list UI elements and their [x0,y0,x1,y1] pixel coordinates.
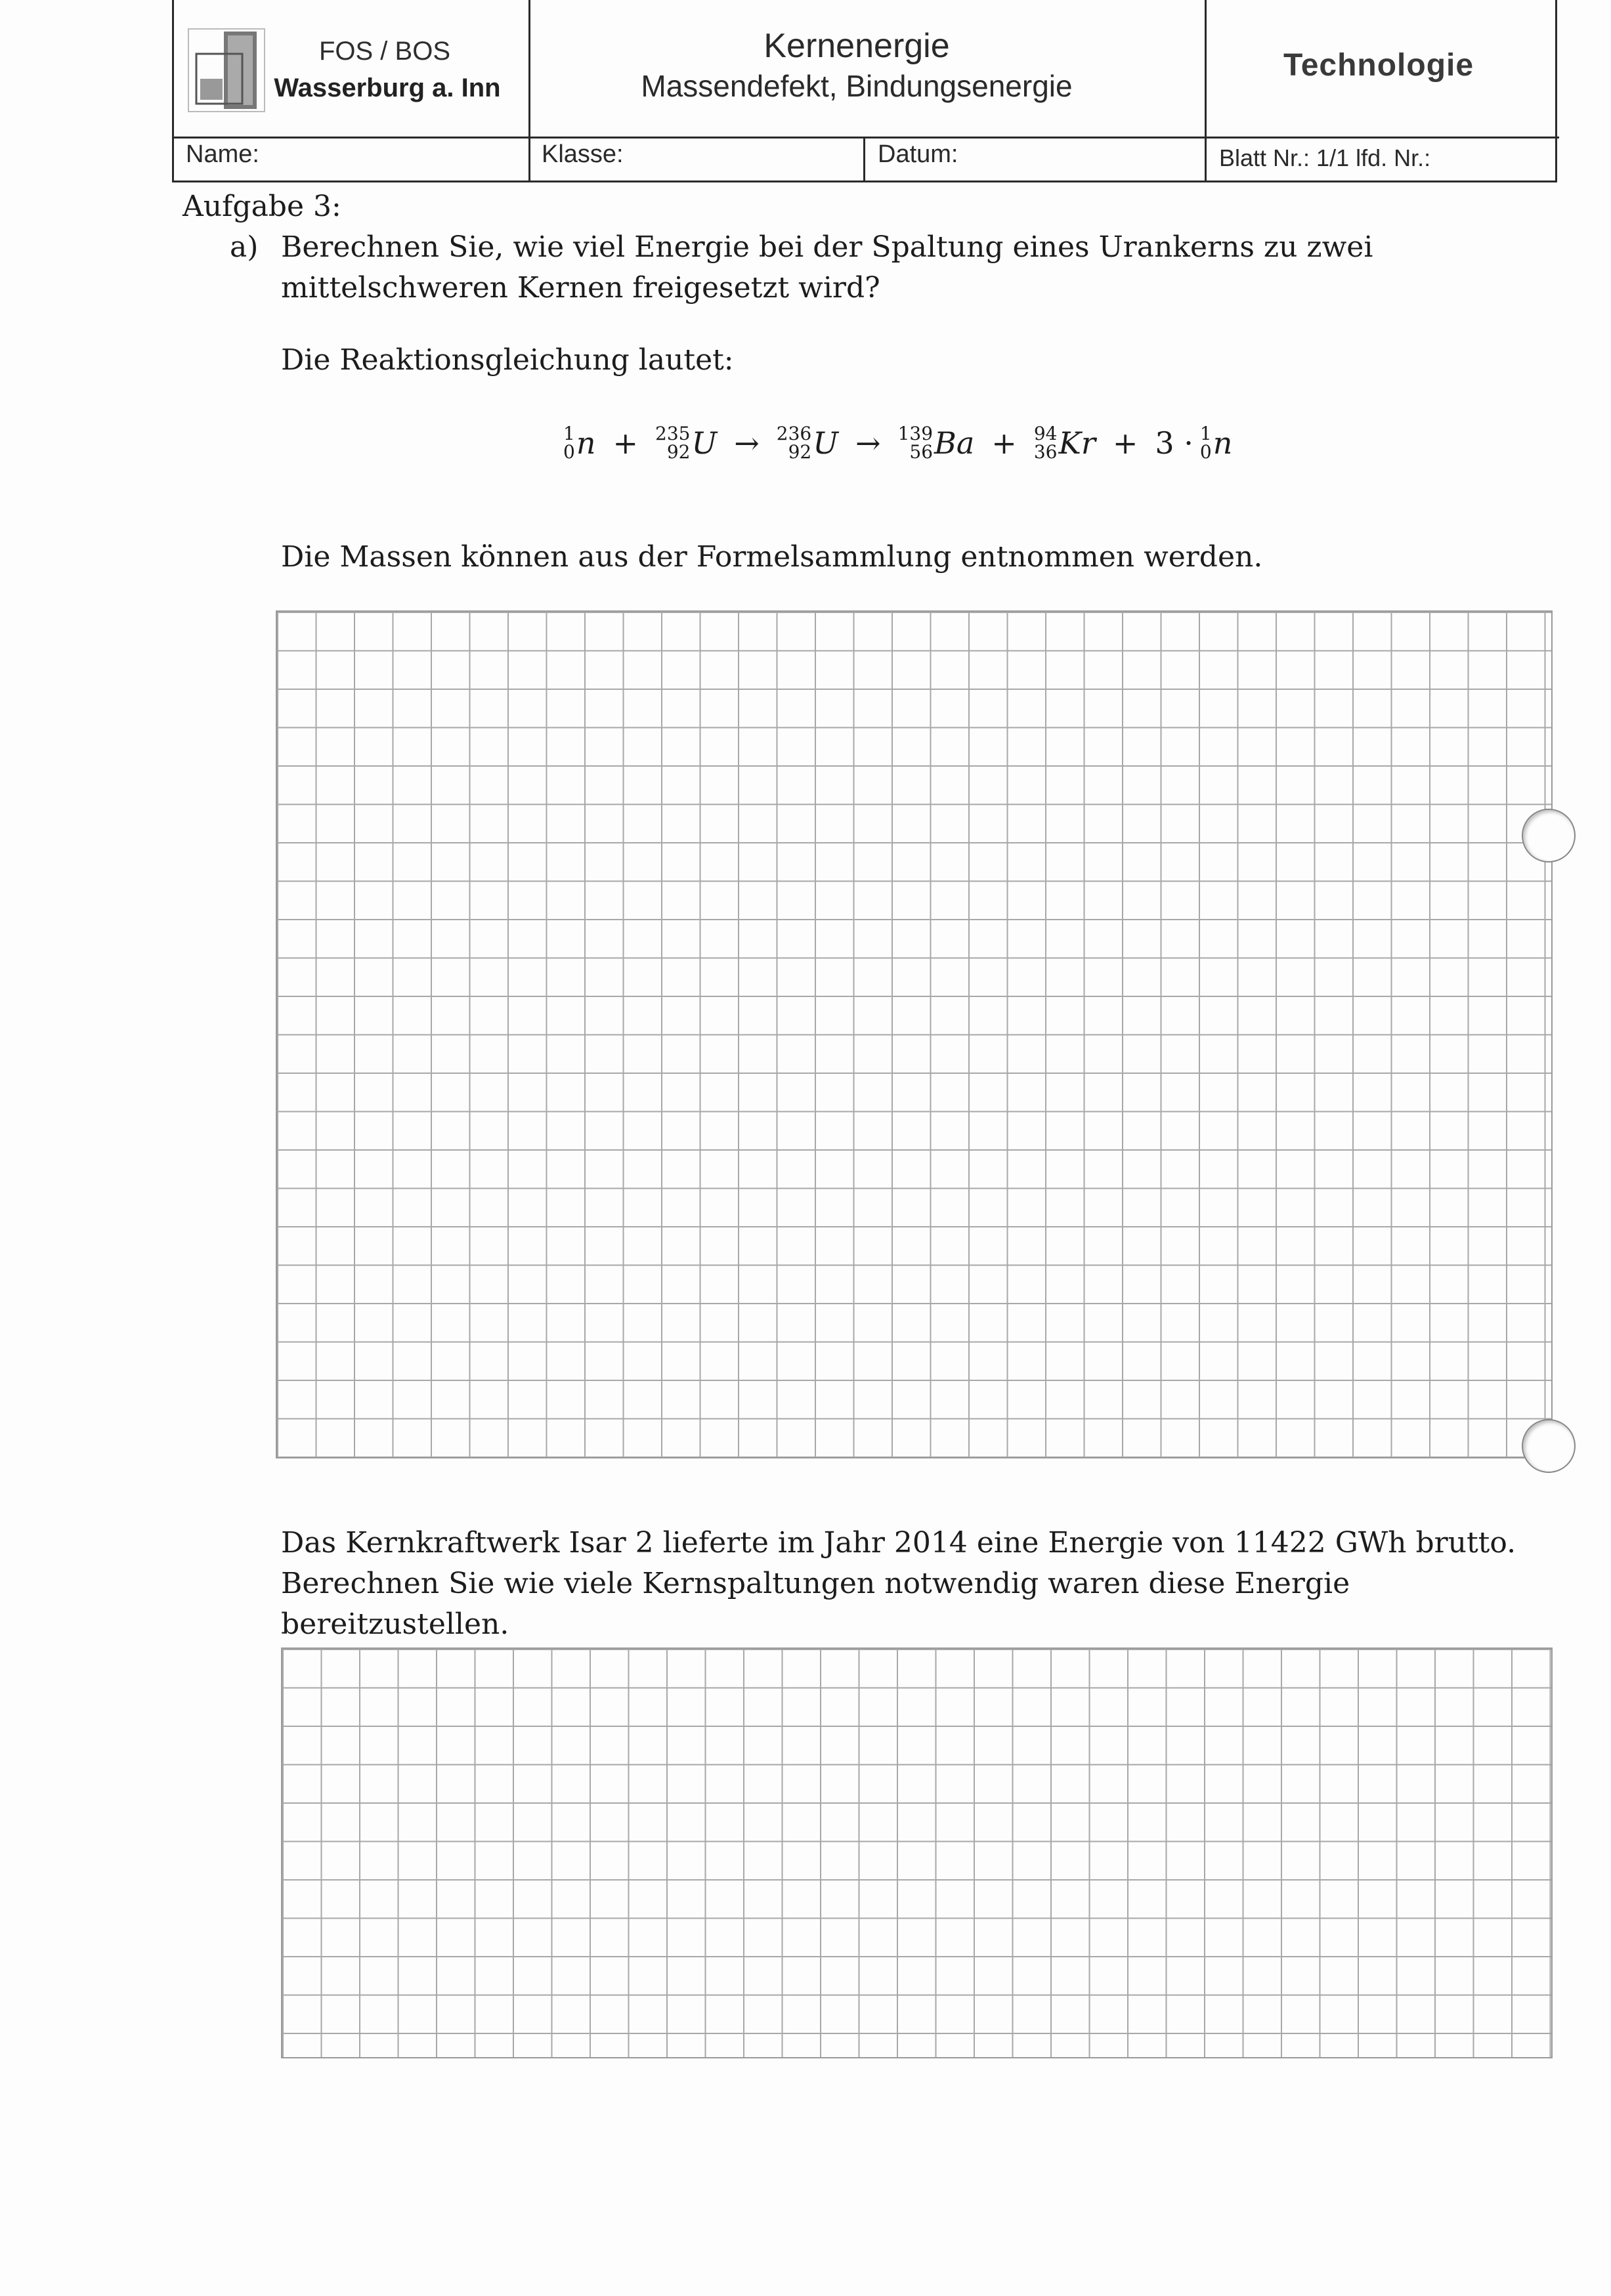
reaction-equation [563,414,1232,473]
name-field-label: Name: [186,140,259,168]
reaction-arrow: → [855,425,881,461]
masses-note: Die Massen können aus der Formelsammlung entnommen werden. [281,540,1263,574]
punch-hole [1522,1419,1576,1473]
header-table [172,0,1557,182]
answer-grid-a[interactable] [276,610,1553,1458]
school-logo [187,28,266,113]
subject-label: Technologie [1283,48,1474,83]
punch-hole [1522,809,1576,862]
question-b: Das Kernkraftwerk Isar 2 lieferte im Jahr 2014 eine Energie von 11422 GWh brutto. Berechnen Sie wie viele Kernspaltungen notwendig waren diese Energie bereitzustellen. [281,1526,1516,1641]
reaction-arrow: → [734,425,760,461]
school-name: FOS / BOS [318,37,451,66]
date-field-label: Datum: [878,140,958,168]
answer-grid-b[interactable] [281,1648,1553,2058]
plus-operator: + [1112,425,1138,461]
task-a-marker: a) [230,230,259,264]
neutron-coefficient: 3 · [1155,425,1193,461]
topic-title: Kernenergie [763,27,950,65]
sheet-number-label: Blatt Nr.: 1/1 lfd. Nr.: [1219,144,1431,171]
plus-operator: + [991,425,1017,461]
neutron-reactant: 1 0 n [563,423,596,463]
uranium-236: 236 92 U [776,423,839,463]
topic-subtitle: Massendefekt, Bindungsenergie [641,69,1073,103]
task-a-question: Berechnen Sie, wie viel Energie bei der Spaltung eines Urankerns zu zwei mittelschweren Kernen freigesetzt wird? [281,230,1373,305]
plus-operator: + [612,425,639,461]
class-field-label: Klasse: [542,140,624,168]
barium-139: 139 56 Ba [897,423,975,463]
reaction-intro: Die Reaktionsgleichung lautet: [281,343,734,377]
neutron-product: 1 0 n [1199,423,1233,463]
krypton-94: 94 36 Kr [1033,423,1096,463]
school-location: Wasserburg a. Inn [274,74,501,102]
task-heading: Aufgabe 3: [183,190,341,223]
uranium-235: 235 92 U [655,423,718,463]
